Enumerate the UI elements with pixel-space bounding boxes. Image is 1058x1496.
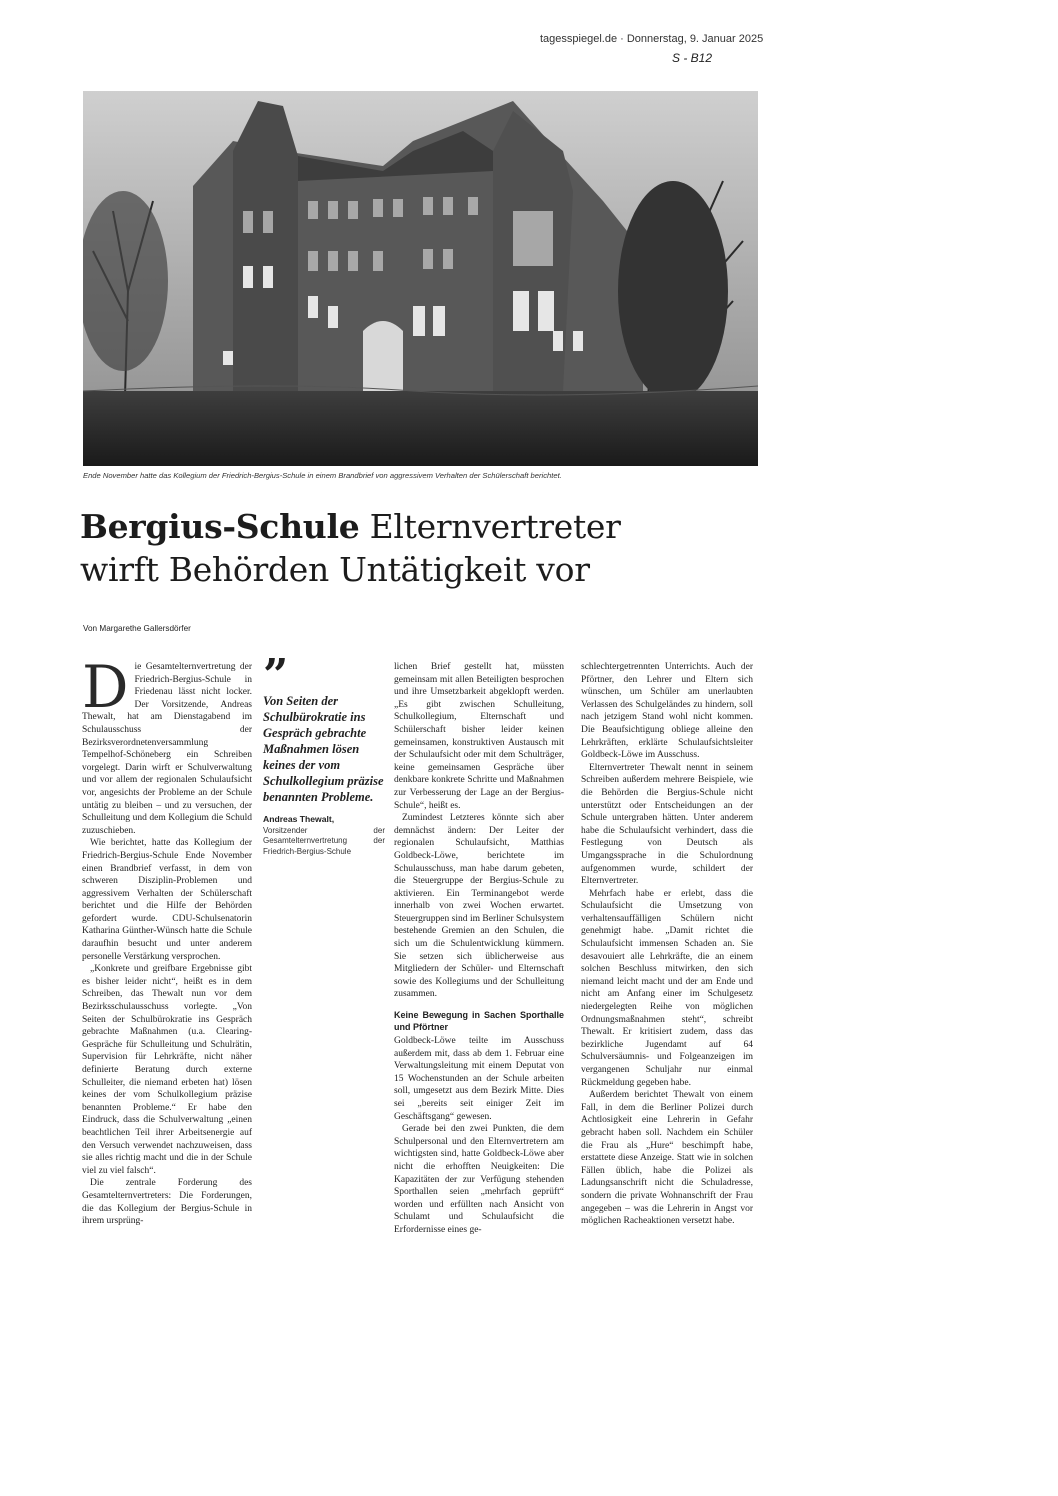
article-column-1 [82, 653, 252, 1228]
paragraph: „Konkrete und greifbare Ergebnisse gibt es bisher leider nicht“, heißt es in dem Schreiben, das Thewalt nun vor dem Bezirksschulausschuss vorlegte. „Von Seiten der Schulbürokratie ins Gespräch gebrachte Maßnahmen (u.a. Clearing-Gespräche für Schulleitung und Schulrätin, Supervision für Lehrkräfte, nicht näher definierte Beratung durch externe Schulleiter, die niemand erbeten hat) lösen keines der vom Schulkollegium präzise benannten Probleme.“ Er habe den Eindruck, dass die Schulverwaltung „einen beachtlichen Teil ihrer Arbeitsenergie auf den Versuch verwendet nachzuweisen, dass sie alles richtig macht und die in der Schule viel zu viel falsch“. [82, 964, 252, 1176]
paragraph: ie Gesamtelternvertretung der Friedrich-Bergius-Schule in Friedenau lässt nicht locker. Der Vorsitzende, Andreas Thewalt, hat am Dienstagabend im Schulausschuss der Bezirksverordnetenversammlung Tempelhof-Schöneberg ein Schreiben vorgelegt. Darin wirft er Schulverwaltung und vor allem der regionalen Schulaufsicht vor, angesichts der Probleme an der Schule untätig zu bleiben – und zu versuchen, der Schulleitung und dem Kollegium die Schuld zuzuschieben. [82, 662, 252, 836]
pull-quote-role: Vorsitzender der Gesamtelternvertretung der Friedrich-Bergius-Schule [263, 825, 385, 856]
article-column-4 [581, 661, 753, 1228]
dropcap: D [82, 653, 129, 721]
headline-keyword: Bergius-Schule [80, 507, 360, 546]
paragraph: Außerdem berichtet Thewalt von einem Fall, in dem die Berliner Polizei durch Achtlosigkeit eine Lehrerin in Gefahr gebracht haben soll. Nachdem ein Schüler die Frau als „Hure“ beschimpft habe, erstattete diese Anzeige. Statt wie in solchen Fällen üblich, habe die Polizei als Ladungsanschrift nicht die Schuladresse, sondern die private Wohnanschrift der Frau angegeben – was die Lehrerin in Angst vor möglichen Racheaktionen versetzt habe. [581, 1090, 753, 1227]
headline [80, 505, 780, 591]
paragraph: Wie berichtet, hatte das Kollegium der Friedrich-Bergius-Schule Ende November einen Brandbrief verfasst, in dem von schweren Disziplin-Problemen und aggressivem Verhalten der Schülerschaft berichtet und die Hilfe der Behörden gefordert wurde. CDU-Schulsenatorin Katharina Günther-Wünsch hatte die Schule daraufhin besucht und unter anderem personelle Verstärkung versprochen. [82, 838, 252, 962]
article-column-3 [394, 661, 564, 1237]
paragraph: Die zentrale Forderung des Gesamtelternvertreters: Die Forderungen, die das Kollegium der Bergius-Schule in ihrem ursprüng- [82, 1178, 252, 1227]
paragraph: Elternvertreter Thewalt nennt in seinem Schreiben außerdem mehrere Beispiele, wie die Behörden die Bergius-Schule nicht unterstützt oder Entscheidungen an der Schule untergraben hätten. Unter anderem habe die Schulaufsicht verhindert, dass die Festlegung von Deutsch als Umgangssprache in die Schulordnung aufgenommen wurde, schildert der Elternvertreter. [581, 762, 753, 887]
paragraph: Gerade bei den zwei Punkten, die dem Schulpersonal und den Elternvertretern am wichtigsten sind, hatte Goldbeck-Löwe aber nicht die erhofften Neuigkeiten: Die Kapazitäten der zur Verfügung stehenden Sporthallen seien „mehrfach geprüft“ worden und erfüllten nach Ansicht von Schulamt und Schulaufsicht die Erfordernisse eines ge- [394, 1124, 564, 1235]
paragraph: Mehrfach habe er erlebt, dass die Schulaufsicht die Umsetzung von verhaltensauffälligen Schülern nicht genehmigt habe. „Damit richtet die Schulaufsicht immensen Schaden an. Sie desavouiert alle Lehrkräfte, die an einem solchen Beschluss mitwirken, den sich niemand leicht macht und der am Ende und nicht am Anfang einer im Schulgesetz niedergelegten Reihe von möglichen Ordnungsmaßnahmen steht“, schreibt Thewalt. Er kritisiert zudem, dass das bezirkliche Jugendamt auf 64 Schulversäumnis- und Folgeanzeigen im vergangenen Schuljahr nur einmal Rückmeldung gegeben habe. [581, 888, 753, 1088]
pull-quote-text: Von Seiten der Schulbürokratie ins Gespräch gebrachte Maßnahmen lösen keines der vom Schulkollegium präzise benannten Probleme. [263, 694, 384, 804]
subheading: Keine Bewegung in Sachen Sporthalle und Pförtner [394, 1010, 564, 1032]
page-mark: S - B12 [672, 51, 713, 65]
newspaper-header: tagesspiegel.de · Donnerstag, 9. Januar 2025 [540, 33, 764, 45]
byline: Von Margarethe Gallersdörfer [83, 624, 191, 633]
pull-quote-author: Andreas Thewalt, [263, 814, 335, 824]
paragraph: Goldbeck-Löwe teilte im Ausschuss außerdem mit, dass ab dem 1. Februar eine Verwaltungsleitung mit einem Deputat von 15 Wochenstunden an der Schule arbeiten soll, umgesetzt aus dem Bezirk Mitte. Dies sei „bereits seit einiger Zeit im Geschäftsgang“ gewesen. [394, 1036, 564, 1122]
paragraph: lichen Brief gestellt hat, müssten gemeinsam mit allen Beteiligten besprochen und ihre Umsetzbarkeit abgeklopft werden. „Es gibt zwischen Schulleitung, Schulkollegium, Elternschaft und Schülerschaft bisher leider keinen gemeinsamen, konstruktiven Austausch mit der Schulaufsicht oder mit dem Schulträger, keine gemeinsamen Gespräche über denkbare konkrete Schritte und Maßnahmen zur Verbesserung der Lage an der Bergius-Schule“, heißt es. [394, 662, 564, 811]
quote-mark-icon: ” [263, 650, 289, 701]
headline-line1: Elternvertreter [359, 507, 621, 546]
headline-line2: wirft Behörden Untätigkeit vor [80, 550, 590, 589]
paragraph: Zumindest Letzteres könnte sich aber demnächst ändern: Der Leiter der regionalen Schulaufsicht, Matthias Goldbeck-Löwe, berichtete im Schulausschuss, man habe darum gebeten, die Steuergruppe der Bergius-Schule zu aktivieren. Ein Terminangebot werde innerhalb von zwei Wochen erwartet. Steuergruppen sind im Berliner Schulsystem bestehende Gremien an den Schulen, die sich um die Schulentwicklung kümmern. Sie setzen sich üblicherweise aus Mitgliedern der Schüler- und Elternschaft sowie des Kollegiums und der Schulleitung zusammen. [394, 813, 564, 1000]
paragraph: schlechtergetrennten Unterrichts. Auch der Pförtner, den Lehrer und Eltern sich wünschen, um Schüler am unerlaubten Verlassen des Schulgeländes zu hindern, soll nach jetzigem Stand wohl nicht kommen. Die Beaufsichtigung obliege alleine den Lehrkräften, erklärte Schulaufsichtsleiter Goldbeck-Löwe im Ausschuss. [581, 662, 753, 761]
school-building-icon [83, 91, 758, 466]
photo-caption: Ende November hatte das Kollegium der Friedrich-Bergius-Schule in einem Brandbrief von aggressivem Verhalten der Schülerschaft berichtet. [83, 471, 562, 480]
pull-quote [263, 650, 385, 857]
school-building-photo [83, 91, 758, 466]
